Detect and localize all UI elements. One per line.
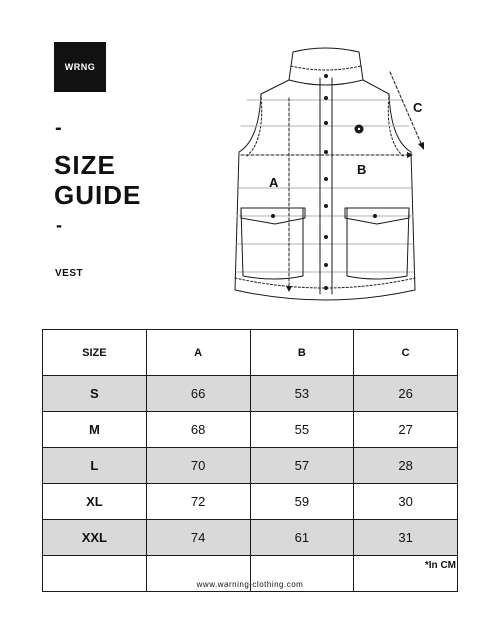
column-header-b: B bbox=[250, 330, 354, 376]
measure-b-cell: 53 bbox=[250, 376, 354, 412]
size-table bbox=[42, 329, 458, 592]
table-row bbox=[43, 484, 458, 520]
table-row bbox=[43, 448, 458, 484]
unit-note: *In CM bbox=[424, 560, 456, 571]
size-cell: L bbox=[43, 448, 147, 484]
measure-a-cell: 72 bbox=[146, 484, 250, 520]
page-title: SIZE GUIDE bbox=[54, 150, 142, 210]
measure-c-cell: 30 bbox=[354, 484, 458, 520]
measure-b-cell: 61 bbox=[250, 520, 354, 556]
vest-collar bbox=[289, 48, 363, 85]
table-row bbox=[43, 376, 458, 412]
size-cell: M bbox=[43, 412, 147, 448]
table-row bbox=[43, 520, 458, 556]
title-dash-top: - bbox=[55, 117, 62, 139]
measure-a-label: A bbox=[269, 175, 279, 190]
measure-a-cell: 66 bbox=[146, 376, 250, 412]
table-row bbox=[43, 412, 458, 448]
measure-c-cell: 31 bbox=[354, 520, 458, 556]
measure-b-cell: 55 bbox=[250, 412, 354, 448]
size-cell: S bbox=[43, 376, 147, 412]
measure-c-cell: 28 bbox=[354, 448, 458, 484]
vest-body bbox=[235, 80, 415, 300]
vest-diagram bbox=[225, 40, 445, 305]
brand-logo: WRNG bbox=[54, 42, 106, 92]
measure-b-label: B bbox=[357, 162, 367, 177]
size-cell: XXL bbox=[43, 520, 147, 556]
measure-a-cell: 70 bbox=[146, 448, 250, 484]
measure-b-cell: 59 bbox=[250, 484, 354, 520]
measure-c-label: C bbox=[413, 100, 423, 115]
column-header-a: A bbox=[146, 330, 250, 376]
measure-a-cell: 74 bbox=[146, 520, 250, 556]
measure-a-cell: 68 bbox=[146, 412, 250, 448]
column-header-c: C bbox=[354, 330, 458, 376]
measure-b-cell: 57 bbox=[250, 448, 354, 484]
column-header-size: SIZE bbox=[43, 330, 147, 376]
title-dash-bottom: - bbox=[56, 215, 62, 235]
size-cell: XL bbox=[43, 484, 147, 520]
size-table-header bbox=[43, 330, 458, 376]
measure-c-cell: 27 bbox=[354, 412, 458, 448]
website-link[interactable]: www.warning-clothing.com bbox=[196, 580, 304, 589]
product-name: VEST bbox=[55, 268, 84, 279]
measure-c-cell: 26 bbox=[354, 376, 458, 412]
vest-buttons bbox=[271, 74, 377, 290]
